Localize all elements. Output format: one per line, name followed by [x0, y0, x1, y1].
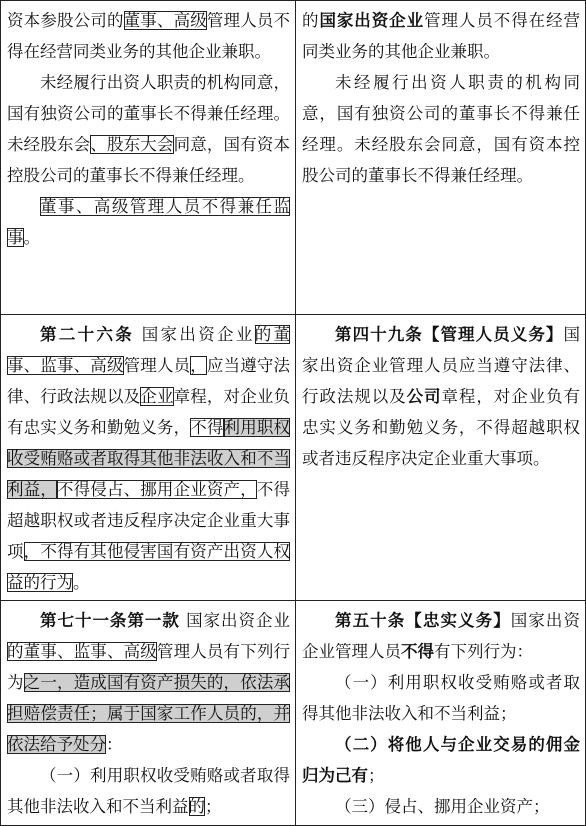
text-run: （一）利用职权收受贿赂或者取得其他非法收入和不当利益； [302, 673, 580, 723]
text-run: 同意，国有资本控股公司的董事长不得兼任经理。 [7, 135, 290, 185]
bold-text: 不得 [401, 642, 434, 661]
marked-text: 不得侵占、挪用企业资产， [56, 480, 257, 499]
text-run: 应当遵守法律、行政法规以及 [7, 356, 290, 406]
paragraph [7, 605, 290, 760]
text-run: 。 [73, 573, 90, 592]
marked-text: ，不得有其他侵害国有资产出资人权益的行为 [7, 542, 290, 592]
text-run: 国家出资企业管理人员应当遵守法律、行政法规以及 [302, 325, 580, 406]
text-run: （一）利用职权收受贿赂或者取得其他非法收入和不当利益 [7, 766, 290, 816]
old-text-cell [1, 601, 296, 826]
paragraph [7, 319, 290, 598]
bold-text: （二）将他人与企业交易的佣金归为己有 [302, 735, 580, 785]
marked-text: 之一，造成国有资产损失的，依法承担赔偿责任；属于国家工作人员的，并依法给予处分 [7, 673, 290, 754]
new-text-cell [296, 1, 586, 315]
marked-text: 董事、高级管理人员不得兼任监事 [7, 197, 290, 247]
text-run: ： [106, 735, 123, 754]
table-row [1, 315, 586, 601]
text-run: 国家出资企业 [134, 325, 255, 344]
table-row [1, 1, 586, 315]
text-run: 有下列行为： [434, 642, 533, 661]
text-run: 章程，对企业负有忠实义务和勤勉义务， [7, 387, 290, 437]
text-run: 不得超越职权或者违反程序决定企业重大事项 [7, 480, 290, 561]
text-run: 章程，对企业负有忠实义务和勤勉义务，不得超越职权或者违反程序决定企业重大事项。 [302, 387, 581, 468]
marked-text: 董事、高级 [123, 11, 207, 30]
text-run: ； [368, 766, 385, 785]
text-run: 管理人员 [123, 356, 191, 375]
marked-text: 、股东大会 [90, 135, 174, 154]
bold-text: 国家出资企业 [319, 11, 425, 30]
table-row [1, 601, 586, 826]
marked-text: 企业 [140, 387, 174, 406]
text-run: 。 [23, 228, 40, 247]
text-run: （三）侵占、挪用企业资产； [335, 797, 550, 816]
paragraph [302, 67, 580, 191]
marked-text: 利用职权收受贿赂或者取得其他非法收入和不当利益， [7, 418, 290, 499]
paragraph [7, 5, 290, 67]
new-text-cell [296, 601, 586, 826]
text-run: 管理人员不得在经营同类业务的其他企业兼职。 [302, 11, 581, 61]
text-run: 管理人员不得在经营同类业务的其他企业兼职。 [7, 11, 290, 61]
text-run: 管理人员有下列行为 [7, 642, 290, 692]
paragraph [302, 667, 580, 729]
paragraph [7, 191, 290, 253]
paragraph [302, 791, 580, 822]
paragraph [7, 67, 290, 191]
bold-text: 第二十六条 [40, 325, 135, 344]
marked-text: 的董事、监事、高级 [7, 325, 291, 375]
text-run: ； [205, 797, 222, 816]
text-run: 的 [302, 11, 320, 30]
text-run: 国家出资企业 [179, 611, 290, 630]
marked-text: ， [190, 356, 207, 375]
text-run: 国家出资企业管理人员 [302, 611, 581, 661]
bold-text: 公司 [406, 387, 442, 406]
paragraph [302, 605, 580, 667]
marked-text: 的董事、监事、高级 [7, 642, 157, 661]
old-text-cell [1, 1, 296, 315]
new-text-cell [296, 315, 586, 601]
paragraph [7, 760, 290, 822]
old-text-cell [1, 315, 296, 601]
text-run: 资本参股公司的 [7, 11, 124, 30]
paragraph [302, 729, 580, 791]
text-run: 未经履行出资人职责的机构同意，国有独资公司的董事长不得兼任经理。未经股东会 [7, 73, 290, 154]
bold-text: 第五十条【忠实义务】 [335, 611, 511, 630]
paragraph [302, 319, 580, 474]
bold-text: 第七十一条第一款 [40, 611, 180, 630]
paragraph [302, 5, 580, 67]
marked-text: 的 [188, 797, 205, 816]
marked-text: 不得 [190, 418, 224, 437]
bold-text: 第四十九条【管理人员义务】 [335, 325, 564, 344]
text-run: 未经履行出资人职责的机构同意，国有独资公司的董事长不得兼任经理。未经股东会同意，国有资本控股公司的董事长不得兼任经理。 [302, 73, 580, 185]
